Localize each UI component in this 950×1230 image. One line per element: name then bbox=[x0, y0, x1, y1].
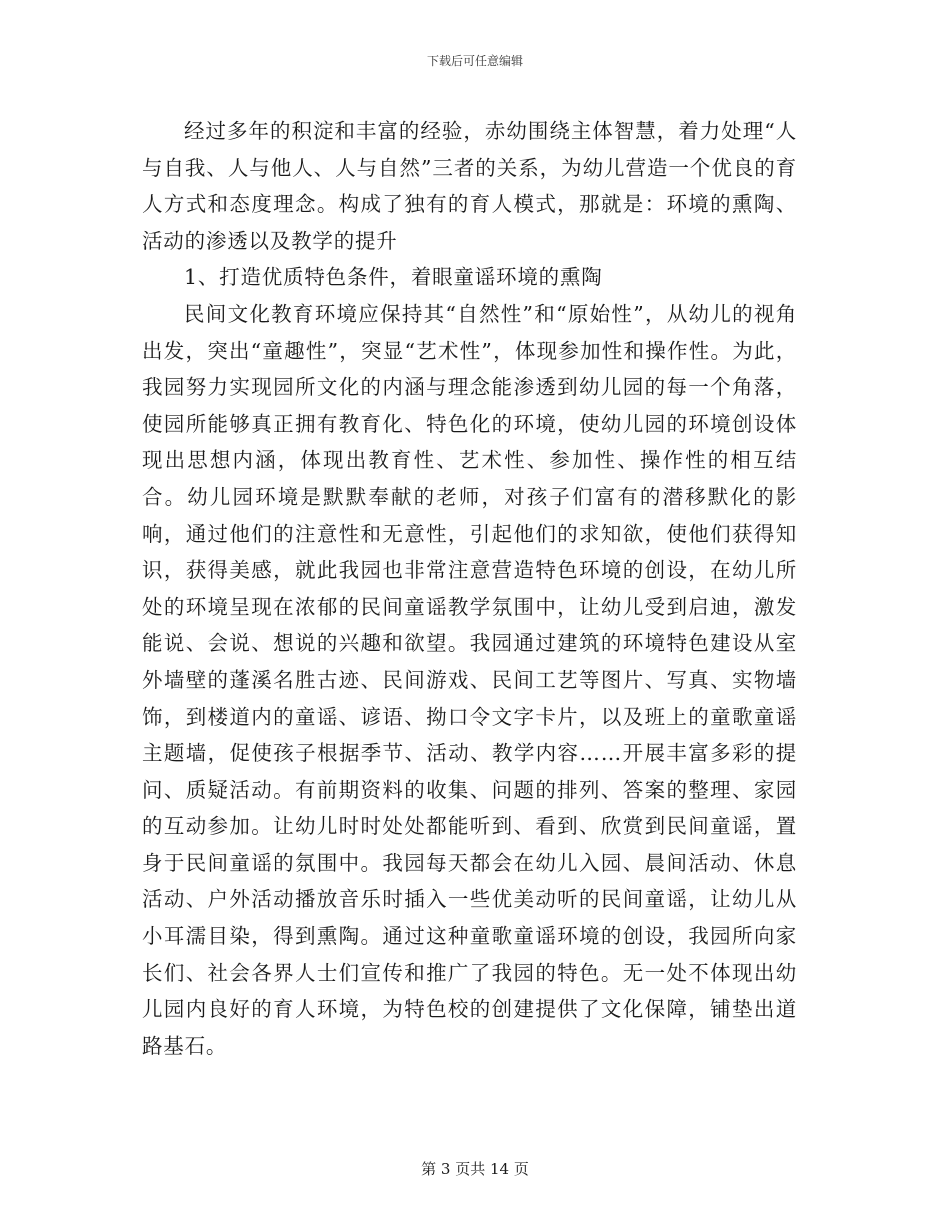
intro-paragraph: 经过多年的积淀和丰富的经验，赤幼围绕主体智慧，着力处理“人与自我、人与他人、人与自然”三者的关系，为幼儿营造一个优良的育人方式和态度理念。构成了独有的育人模式，那就是：环境的熏陶、活动的渗透以及教学的提升 bbox=[142, 119, 797, 253]
body-paragraph: 民间文化教育环境应保持其“自然性”和“原始性”，从幼儿的视角出发，突出“童趣性”，突显“艺术性”，体现参加性和操作性。为此，我园努力实现园所文化的内涵与理念能渗透到幼儿园的每一个角落，使园所能够真正拥有教育化、特色化的环境，使幼儿园的环境创设体现出思想内涵，体现出教育性、艺术性、参加性、操作性的相互结合。幼儿园环境是默默奉献的老师，对孩子们富有的潜移默化的影响，通过他们的注意性和无意性，引起他们的求知欲，使他们获得知识，获得美感，就此我园也非常注意营造特色环境的创设，在幼儿所处的环境呈现在浓郁的民间童谣教学氛围中，让幼儿受到启迪，激发能说、会说、想说的兴趣和欲望。我园通过建筑的环境特色建设从室外墙壁的蓬溪名胜古迹、民间游戏、民间工艺等图片、写真、实物墙饰，到楼道内的童谣、谚语、拗口令文字卡片，以及班上的童歌童谣主题墙，促使孩子根据季节、活动、教学内容……开展丰富多彩的提问、质疑活动。有前期资料的收集、问题的排列、答案的整理、家园的互动参加。让幼儿时时处处都能听到、看到、欣赏到民间童谣，置身于民间童谣的氛围中。我园每天都会在幼儿入园、晨间活动、休息活动、户外活动播放音乐时插入一些优美动听的民间童谣，让幼儿从小耳濡目染，得到熏陶。通过这种童歌童谣环境的创设，我园所向家长们、社会各界人士们宣传和推广了我园的特色。无一处不体现出幼儿园内良好的育人环境，为特色校的创建提供了文化保障，铺垫出道路基石。 bbox=[142, 301, 797, 1058]
page-header-note: 下载后可任意编辑 bbox=[426, 54, 523, 68]
section-heading: 1、打造优质特色条件，着眼童谣环境的熏陶 bbox=[184, 265, 603, 290]
document-body bbox=[142, 113, 797, 1064]
page-number-footer: 第 3 页共 14 页 bbox=[421, 1160, 529, 1178]
